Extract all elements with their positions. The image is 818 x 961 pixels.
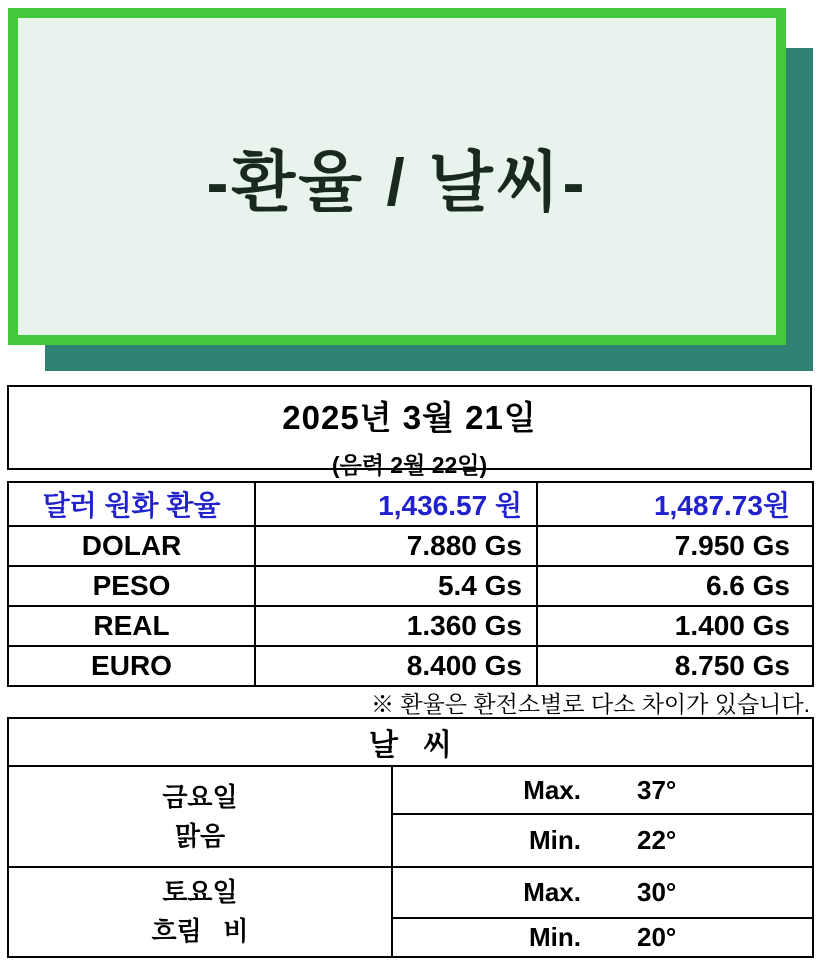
- table-row-euro: [8, 646, 813, 686]
- day-condition: 흐림 비: [151, 916, 249, 946]
- rate-sell: 8.750 Gs: [537, 646, 813, 686]
- currency-label: DOLAR: [8, 526, 255, 566]
- rate-buy: 1,436.57 원: [255, 482, 537, 526]
- rate-sell: 6.6 Gs: [537, 566, 813, 606]
- table-row-krw-rate: [8, 482, 813, 526]
- weather-row-friday-max: [8, 766, 813, 814]
- max-label: Max.: [392, 766, 582, 814]
- max-value: 30°: [582, 867, 813, 918]
- exchange-rate-table: [7, 481, 814, 687]
- currency-label: REAL: [8, 606, 255, 646]
- day-name: 금요일: [162, 781, 238, 812]
- rate-buy: 1.360 Gs: [255, 606, 537, 646]
- weather-day-friday: [8, 766, 392, 867]
- table-row-dolar: [8, 526, 813, 566]
- weather-day-saturday: [8, 867, 392, 957]
- currency-label: 달러 원화 환율: [8, 482, 255, 526]
- min-value: 20°: [582, 918, 813, 957]
- title-banner: [8, 8, 786, 345]
- weather-table: [7, 717, 814, 958]
- date-box: [7, 385, 812, 478]
- min-label: Min.: [392, 814, 582, 867]
- currency-label: PESO: [8, 566, 255, 606]
- rate-sell: 1.400 Gs: [537, 606, 813, 646]
- rate-sell: 1,487.73원: [537, 482, 813, 526]
- min-label: Min.: [392, 918, 582, 957]
- weather-row-saturday-max: [8, 867, 813, 918]
- max-label: Max.: [392, 867, 582, 918]
- date-solar: 2025년 3월 21일: [282, 399, 537, 436]
- day-name: 토요일: [162, 877, 238, 907]
- rate-buy: 5.4 Gs: [255, 566, 537, 606]
- page-title: -환율 / 날씨-: [206, 145, 588, 219]
- rate-sell: 7.950 Gs: [537, 526, 813, 566]
- table-row-real: [8, 606, 813, 646]
- max-value: 37°: [582, 766, 813, 814]
- currency-label: EURO: [8, 646, 255, 686]
- weather-title: 날 씨: [8, 718, 813, 766]
- weather-header-row: [8, 718, 813, 766]
- day-condition: 맑음: [174, 820, 226, 851]
- min-value: 22°: [582, 814, 813, 867]
- rate-buy: 8.400 Gs: [255, 646, 537, 686]
- table-row-peso: [8, 566, 813, 606]
- date-lunar: (음력 2월 22일): [331, 452, 488, 478]
- disclaimer-note: ※ 환율은 환전소별로 다소 차이가 있습니다.: [370, 691, 810, 717]
- rate-buy: 7.880 Gs: [255, 526, 537, 566]
